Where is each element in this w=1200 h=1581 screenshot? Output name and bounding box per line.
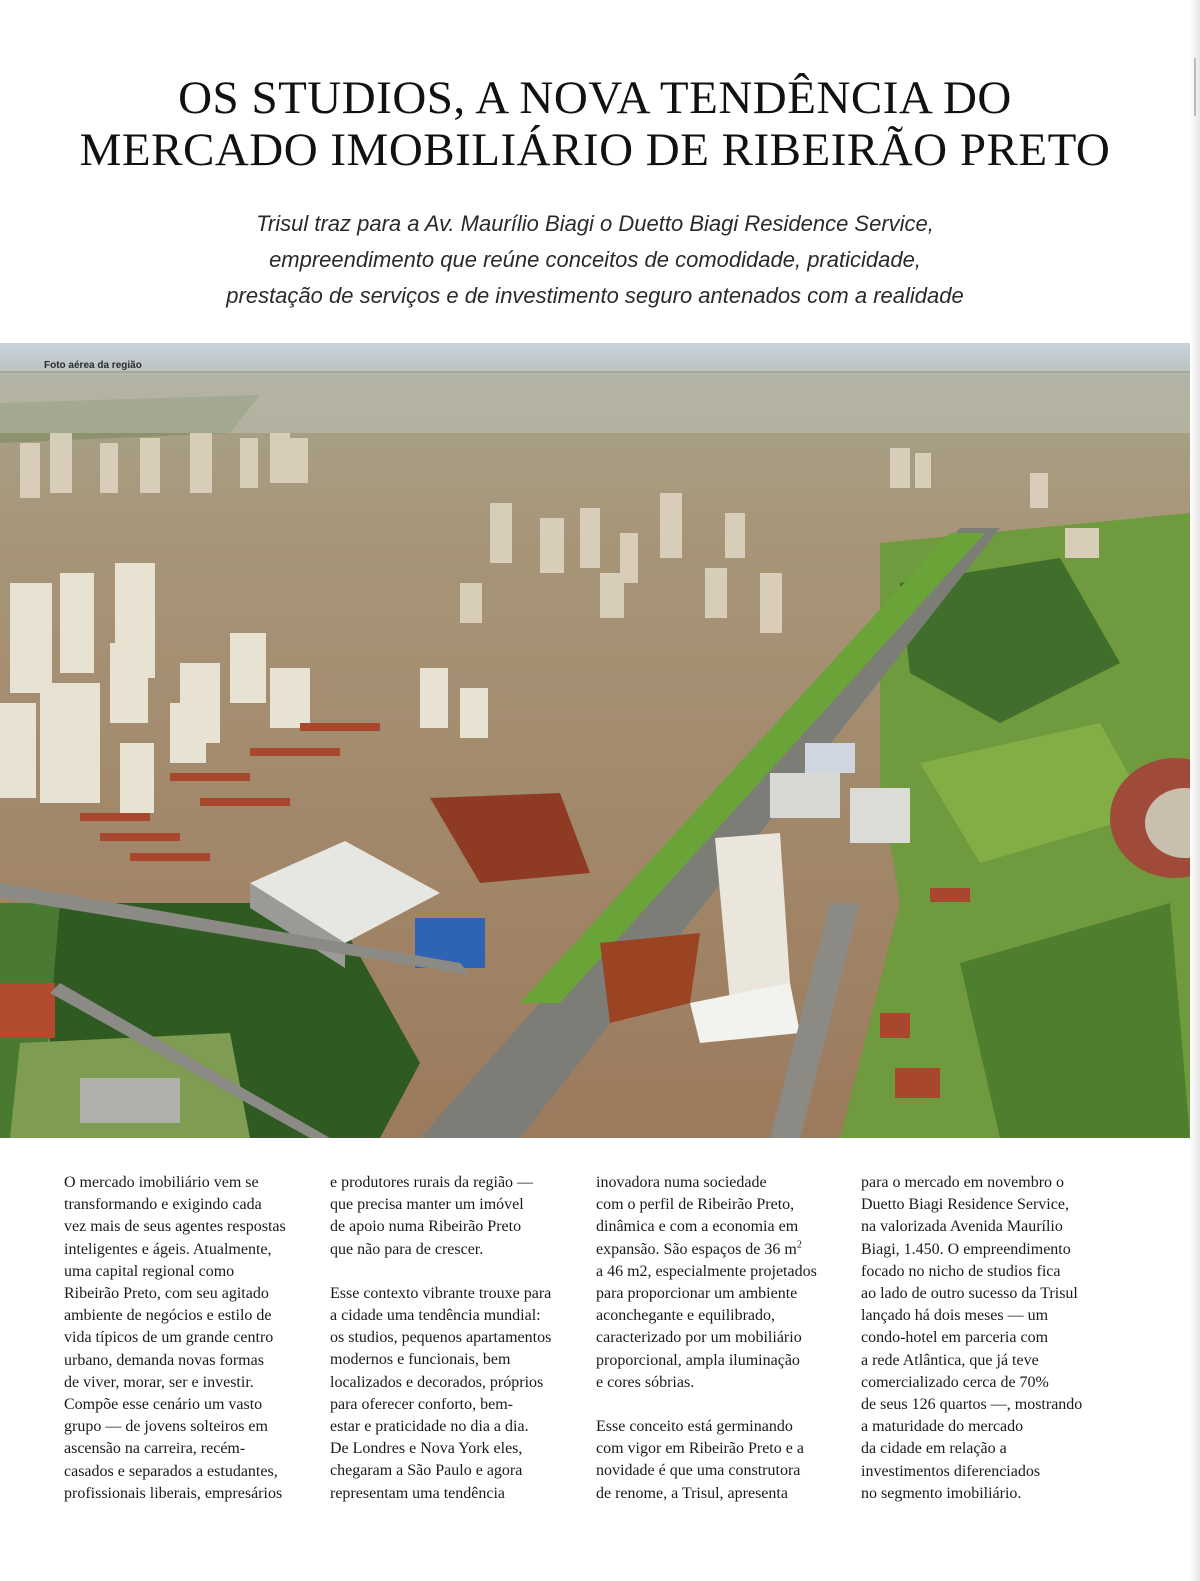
col1-line: ambiente de negócios e estilo de [64, 1307, 272, 1325]
text-column-3 [596, 1172, 841, 1505]
col4-line: condo-hotel em parceria com [861, 1329, 1049, 1347]
col1-line: inteligentes e ágeis. Atualmente, [64, 1240, 272, 1258]
text-column-2 [330, 1172, 575, 1505]
col2-line: representam uma tendência [330, 1484, 506, 1502]
text-column-1 [64, 1172, 309, 1505]
col4-line: lançado há dois meses — um [861, 1307, 1049, 1325]
col1-line: uma capital regional como [64, 1262, 235, 1280]
col3-line: Esse conceito está germinando [596, 1418, 793, 1436]
col3-line: expansão. São espaços de 36 m [596, 1240, 797, 1258]
col2-line: e produtores rurais da região — [330, 1174, 534, 1191]
col2-line: estar e praticidade no dia a dia. [330, 1418, 529, 1436]
subtitle [120, 206, 1070, 314]
col4-line: comercializado cerca de 70% [861, 1373, 1049, 1391]
col2-line: que precisa manter um imóvel [330, 1196, 524, 1214]
col4-line: a rede Atlântica, que já teve [861, 1351, 1039, 1369]
col1-line: de viver, morar, ser e investir. [64, 1373, 254, 1391]
photo-caption: Foto aérea da região [44, 360, 142, 371]
col1-line: Ribeirão Preto, com seu agitado [64, 1285, 269, 1303]
subtitle-line-2: empreendimento que reúne conceitos de comodidade, praticidade, [269, 247, 921, 272]
col4-line: investimentos diferenciados [861, 1462, 1041, 1480]
col2-line: De Londres e Nova York eles, [330, 1440, 523, 1458]
col4-line: de seus 126 quartos —, mostrando [861, 1396, 1083, 1414]
col1-line: casados e separados a estudantes, [64, 1462, 278, 1480]
col1-line: O mercado imobiliário vem se [64, 1174, 259, 1191]
col2-line: localizados e decorados, próprios [330, 1373, 544, 1391]
headline-line-2: MERCADO IMOBILIÁRIO DE RIBEIRÃO PRETO [79, 124, 1111, 176]
paragraph-gap [596, 1394, 841, 1416]
col3-line-with-superscript [596, 1239, 841, 1261]
subtitle-line-1: Trisul traz para a Av. Maurílio Biagi o Duetto Biagi Residence Service, [256, 211, 934, 236]
col1-line: profissionais liberais, empresários [64, 1484, 283, 1502]
col3-line: com o perfil de Ribeirão Preto, [596, 1196, 795, 1214]
col3-line: caracterizado por um mobiliário [596, 1329, 802, 1347]
col1-line: urbano, demanda novas formas [64, 1351, 264, 1369]
paragraph-gap [330, 1261, 575, 1283]
col2-line: modernos e funcionais, bem [330, 1351, 511, 1369]
headline [40, 72, 1150, 176]
col2-line: para oferecer conforto, bem- [330, 1395, 513, 1413]
col4-line: na valorizada Avenida Maurílio [861, 1218, 1063, 1236]
col1-line: vida típicos de um grande centro [64, 1329, 274, 1347]
col2-line: Esse contexto vibrante trouxe para [330, 1284, 552, 1302]
col4-line: a maturidade do mercado [861, 1418, 1024, 1436]
col3-line: dinâmica e com a economia em [596, 1218, 799, 1236]
col4-line: para o mercado em novembro o [861, 1174, 1065, 1191]
col3-line: de renome, a Trisul, apresenta [596, 1484, 788, 1502]
col4-line: Duetto Biagi Residence Service, [861, 1196, 1069, 1214]
col1-line: ascensão na carreira, recém- [64, 1440, 246, 1458]
col3-line: e cores sóbrias. [596, 1373, 695, 1391]
col2-line: que não para de crescer. [330, 1240, 484, 1258]
aerial-photo-illustration [0, 343, 1190, 1138]
col3-line: proporcional, ampla iluminação [596, 1351, 800, 1369]
col2-line: chegaram a São Paulo e agora [330, 1462, 523, 1480]
col1-line: transformando e exigindo cada [64, 1196, 262, 1214]
col2-line: a cidade uma tendência mundial: [330, 1307, 541, 1325]
col3-line: inovadora numa sociedade [596, 1174, 767, 1191]
page-edge-shadow [1190, 0, 1200, 1581]
col1-line: vez mais de seus agentes respostas [64, 1218, 286, 1236]
aerial-photo [0, 343, 1190, 1138]
col1-line: Compõe esse cenário um vasto [64, 1396, 263, 1414]
col2-line: os studios, pequenos apartamentos [330, 1329, 552, 1347]
col3-line: a 46 m2, especialmente projetados [596, 1262, 817, 1280]
col4-line: da cidade em relação a [861, 1440, 1007, 1458]
col3-line: aconchegante e equilibrado, [596, 1307, 776, 1325]
page-edge-rule [1194, 58, 1196, 116]
col4-line: ao lado de outro sucesso da Trisul [861, 1285, 1078, 1303]
col3-line: para proporcionar um ambiente [596, 1285, 798, 1303]
superscript-2: 2 [796, 1239, 802, 1251]
col2-line: de apoio numa Ribeirão Preto [330, 1218, 522, 1236]
col3-line: novidade é que uma construtora [596, 1462, 801, 1480]
col4-line: no segmento imobiliário. [861, 1484, 1022, 1502]
col4-line: Biagi, 1.450. O empreendimento [861, 1240, 1071, 1258]
headline-line-1: OS STUDIOS, A NOVA TENDÊNCIA DO [178, 72, 1012, 124]
subtitle-line-3: prestação de serviços e de investimento seguro antenados com a realidade [226, 283, 964, 308]
col3-line: com vigor em Ribeirão Preto e a [596, 1440, 804, 1458]
col1-line: grupo — de jovens solteiros em [64, 1418, 268, 1436]
col4-line: focado no nicho de studios fica [861, 1262, 1061, 1280]
text-column-4 [861, 1172, 1106, 1505]
